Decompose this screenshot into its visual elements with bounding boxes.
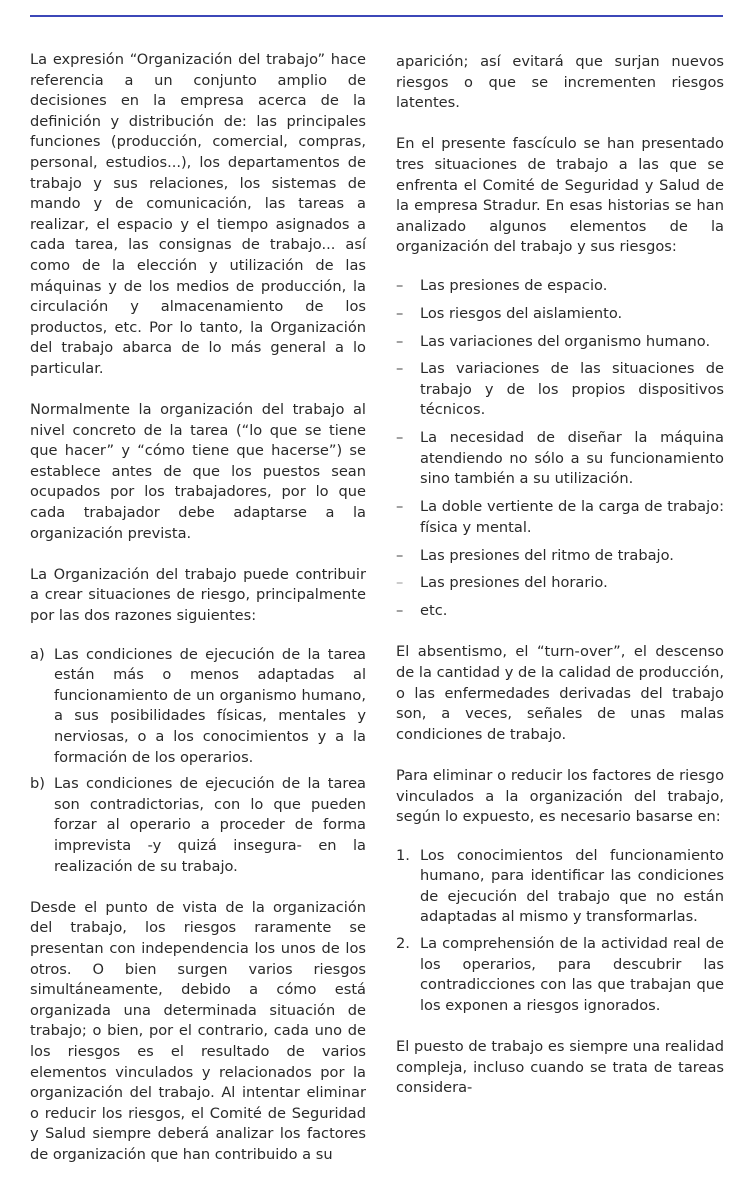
list-item-text: Las condiciones de ejecución de la tarea están más o menos adaptadas al funcionamiento de un organismo humano, a sus posibilidades físicas, mentales y nerviosas, o a los conocimientos y a la formación de los operarios. bbox=[54, 645, 366, 766]
list-item bbox=[396, 546, 724, 567]
paragraph-risk-intro: La Organización del trabajo puede contribuir a crear situaciones de riesgo, principalmente por las dos razones siguientes: bbox=[30, 565, 366, 625]
paragraph-definition: La expresión “Organización del trabajo” hace referencia a un conjunto amplio de decisiones en la empresa acerca de la definición y distribución de: las principales funciones (producción, comercial, compras, personal, estudios...), los departamentos de trabajo y sus relaciones, los sistemas de mando y de comunicación, las tareas a realizar, el espacio y el tiempo asignados a cada tarea, las consignas de trabajo... así como de la elección y utilización de las máquinas y de los medios de producción, la circulación y almacenamiento de los productos, etc. Por lo tanto, la Organización del trabajo abarca de lo más general a lo particular. bbox=[30, 51, 366, 377]
list-item-text: La doble vertiente de la carga de trabajo: física y mental. bbox=[420, 498, 724, 536]
list-item bbox=[396, 934, 724, 1016]
dash-marker: – bbox=[396, 546, 404, 564]
header-rule bbox=[30, 15, 723, 17]
list-marker: a) bbox=[30, 645, 45, 663]
list-item-text: Las variaciones de las situaciones de trabajo y de los propios dispositivos técnicos. bbox=[420, 360, 724, 419]
list-item bbox=[396, 601, 724, 622]
list-item-text: Las presiones de espacio. bbox=[420, 276, 608, 294]
dash-marker: – bbox=[396, 602, 404, 620]
list-item bbox=[396, 428, 724, 490]
paragraph-elimination-intro: Para eliminar o reducir los factores de riesgo vinculados a la organización del trabajo, según lo expuesto, es necesario basarse en: bbox=[396, 766, 724, 826]
paragraph-fascicle-summary: En el presente fascículo se han presentado tres situaciones de trabajo a las que se enfrenta el Comité de Seguridad y Salud de la empresa Stradur. En esas historias se han analizado algunos elementos de la organización del trabajo y sus riesgos: bbox=[396, 135, 724, 256]
paragraph-task-level: Normalmente la organización del trabajo al nivel concreto de la tarea (“lo que se tiene que hacer” y “cómo tiene que hacerse”) se establece antes de que los puestos sean ocupados por los trabajadores, por lo que cada trabajador debe adaptarse a la organización prevista. bbox=[30, 401, 366, 542]
list-item bbox=[396, 304, 724, 325]
list-item-text: Los conocimientos del funcionamiento humano, para identificar las condiciones de ejecución del trabajo que no están adaptadas al mismo y transformarlas. bbox=[420, 846, 724, 926]
dash-marker: – bbox=[396, 332, 404, 350]
dash-marker: – bbox=[396, 498, 404, 516]
list-item bbox=[396, 359, 724, 421]
left-column bbox=[30, 50, 366, 1186]
list-item bbox=[30, 645, 366, 769]
dash-marker: – bbox=[396, 429, 404, 447]
list-item-text: Las presiones del ritmo de trabajo. bbox=[420, 546, 674, 564]
list-item-text: La comprehensión de la actividad real de los operarios, para descubrir las contradicciones con las que trabajan que los exponen a riesgos ignorados. bbox=[420, 935, 724, 1014]
list-item bbox=[396, 276, 724, 297]
list-item-text: Las variaciones del organismo humano. bbox=[420, 332, 711, 350]
list-item bbox=[396, 846, 724, 928]
list-item-text: Las presiones del horario. bbox=[420, 574, 608, 592]
list-item bbox=[30, 774, 366, 877]
paragraph-risk-interdependence: Desde el punto de vista de la organización del trabajo, los riesgos raramente se presentan con independencia los unos de los otros. O bien surgen varios riesgos simultáneamente, debido a cómo está organizada una determinada situación de trabajo; o bien, por el contrario, cada uno de los riesgos es el resultado de varios elementos vinculados y relacionados por la organización del trabajo. Al intentar eliminar o reducir los riesgos, el Comité de Seguridad y Salud siempre deberá analizar los factores de organización que han contribuido a su bbox=[30, 898, 366, 1163]
dash-marker: – bbox=[396, 360, 404, 378]
dash-marker: – bbox=[396, 574, 404, 592]
list-item-text: etc. bbox=[420, 602, 448, 620]
list-item bbox=[396, 332, 724, 353]
list-item-text: La necesidad de diseñar la máquina atendiendo no sólo a su funcionamiento sino también a su utilización. bbox=[420, 429, 724, 488]
list-marker: b) bbox=[30, 775, 45, 793]
risk-elements-list bbox=[396, 276, 724, 622]
paragraph-continuation: aparición; así evitará que surjan nuevos riesgos o que se incrementen riesgos latentes. bbox=[396, 53, 724, 112]
right-column bbox=[396, 52, 724, 1119]
paragraph-warning-signs: El absentismo, el “turn-over”, el descenso de la cantidad y de la calidad de producción, o las enfermedades derivadas del trabajo son, a veces, señales de unas malas condiciones de trabajo. bbox=[396, 643, 724, 743]
reasons-list bbox=[30, 645, 366, 878]
list-item-text: Los riesgos del aislamiento. bbox=[420, 304, 623, 322]
list-item bbox=[396, 497, 724, 538]
list-item bbox=[396, 573, 724, 594]
dash-marker: – bbox=[396, 276, 404, 294]
steps-list bbox=[396, 846, 724, 1017]
list-marker: 1. bbox=[396, 846, 410, 864]
list-item-text: Las condiciones de ejecución de la tarea son contradictorias, con lo que pueden forzar al operario a proceder de forma imprevista -y quizá insegura- en la realización de su trabajo. bbox=[54, 775, 366, 875]
list-marker: 2. bbox=[396, 935, 410, 953]
paragraph-workplace-complexity: El puesto de trabajo es siempre una realidad compleja, incluso cuando se trata de tareas considera- bbox=[396, 1038, 724, 1097]
dash-marker: – bbox=[396, 304, 404, 322]
